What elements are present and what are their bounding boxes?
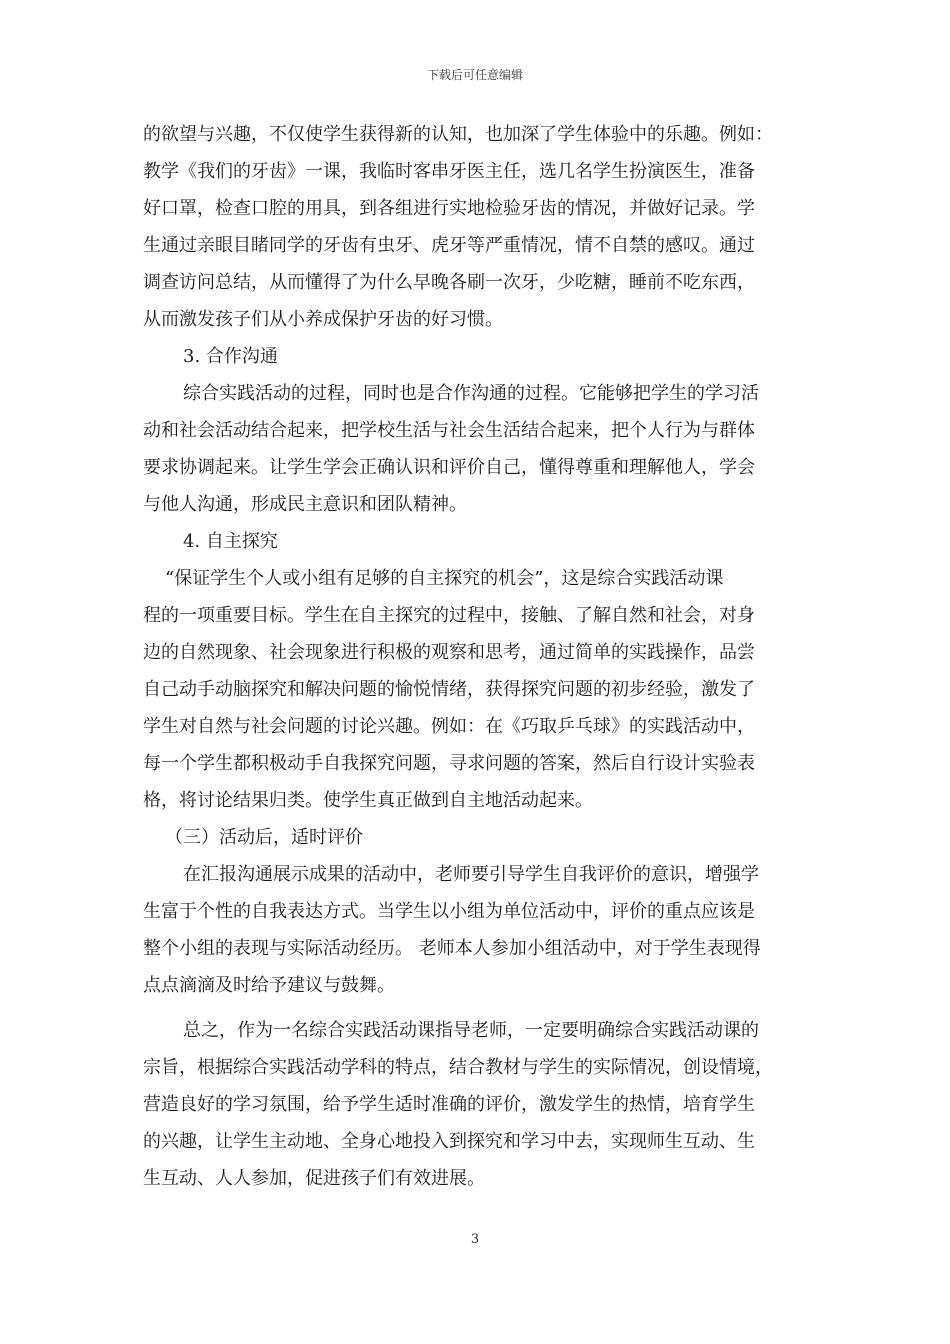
text-line: 边的自然现象、社会现象进行积极的观察和思考，通过简单的实践操作，品尝 bbox=[143, 642, 755, 663]
document-body bbox=[143, 116, 823, 1197]
text-line: 要求协调起来。让学生学会正确认识和评价自己，懂得尊重和理解他人，学会 bbox=[143, 457, 755, 478]
text-line: “保证学生个人或小组有足够的自主探究的机会”，这是综合实践活动课 bbox=[165, 568, 724, 589]
text-line: 程的一项重要目标。学生在自主探究的过程中，接触、了解自然和社会，对身 bbox=[143, 605, 755, 626]
text-line: 总之，作为一名综合实践活动课指导老师，一定要明确综合实践活动课的 bbox=[183, 1020, 759, 1041]
text-line: 的欲望与兴趣，不仅使学生获得新的认知，也加深了学生体验中的乐趣。例如： bbox=[143, 124, 773, 145]
paragraph bbox=[143, 116, 823, 338]
text-line: 生互动、人人参加，促进孩子们有效进展。 bbox=[143, 1168, 485, 1189]
text-line: 学生对自然与社会问题的讨论兴趣。例如：在《巧取乒乓球》的实践活动中， bbox=[143, 716, 755, 737]
paragraph-conclusion bbox=[143, 1012, 823, 1197]
text-line: 教学《我们的牙齿》一课，我临时客串牙医主任，选几名学生扮演医生，准备 bbox=[143, 161, 755, 182]
text-line: 格，将讨论结果归类。使学生真正做到自主地活动起来。 bbox=[143, 790, 593, 811]
section-heading-inquiry: 4. 自主探究 bbox=[183, 531, 278, 552]
section-heading-evaluation: （三）活动后，适时评价 bbox=[165, 827, 363, 848]
text-line: 整个小组的表现与实际活动经历。 老师本人参加小组活动中，对于学生表现得 bbox=[143, 938, 761, 959]
text-line: 与他人沟通，形成民主意识和团队精神。 bbox=[143, 494, 467, 515]
text-line: 好口罩，检查口腔的用具，到各组进行实地检验牙齿的情况，并做好记录。学 bbox=[143, 198, 755, 219]
text-line: 生富于个性的自我表达方式。当学生以小组为单位活动中，评价的重点应该是 bbox=[143, 901, 755, 922]
text-line: 调查访问总结，从而懂得了为什么早晚各刷一次牙，少吃糖，睡前不吃东西， bbox=[143, 272, 755, 293]
text-line: 动和社会活动结合起来，把学校生活与社会生活结合起来，把个人行为与群体 bbox=[143, 420, 755, 441]
text-line: 自己动手动脑探究和解决问题的愉悦情绪，获得探究问题的初步经验，激发了 bbox=[143, 679, 755, 700]
paragraph bbox=[143, 375, 823, 523]
page-header: 下载后可任意编辑 bbox=[426, 68, 523, 82]
text-line: 生通过亲眼目睹同学的牙齿有虫牙、虎牙等严重情况，情不自禁的感叹。通过 bbox=[143, 235, 755, 256]
paragraph bbox=[143, 560, 823, 819]
text-line: 的兴趣，让学生主动地、全身心地投入到探究和学习中去，实现师生互动、生 bbox=[143, 1131, 755, 1152]
text-line: 宗旨，根据综合实践活动学科的特点，结合教材与学生的实际情况，创设情境， bbox=[143, 1057, 773, 1078]
paragraph bbox=[143, 856, 823, 1004]
text-line: 在汇报沟通展示成果的活动中，老师要引导学生自我评价的意识，增强学 bbox=[183, 864, 759, 885]
page-number: 3 bbox=[470, 1232, 480, 1247]
section-heading-cooperation: 3. 合作沟通 bbox=[183, 346, 278, 367]
text-line: 每一个学生都积极动手自我探究问题，寻求问题的答案，然后自行设计实验表 bbox=[143, 753, 755, 774]
text-line: 点点滴滴及时给予建议与鼓舞。 bbox=[143, 975, 395, 996]
text-line: 从而激发孩子们从小养成保护牙齿的好习惯。 bbox=[143, 309, 503, 330]
text-line: 营造良好的学习氛围，给予学生适时准确的评价，激发学生的热情，培育学生 bbox=[143, 1094, 755, 1115]
text-line: 综合实践活动的过程，同时也是合作沟通的过程。它能够把学生的学习活 bbox=[183, 383, 759, 404]
